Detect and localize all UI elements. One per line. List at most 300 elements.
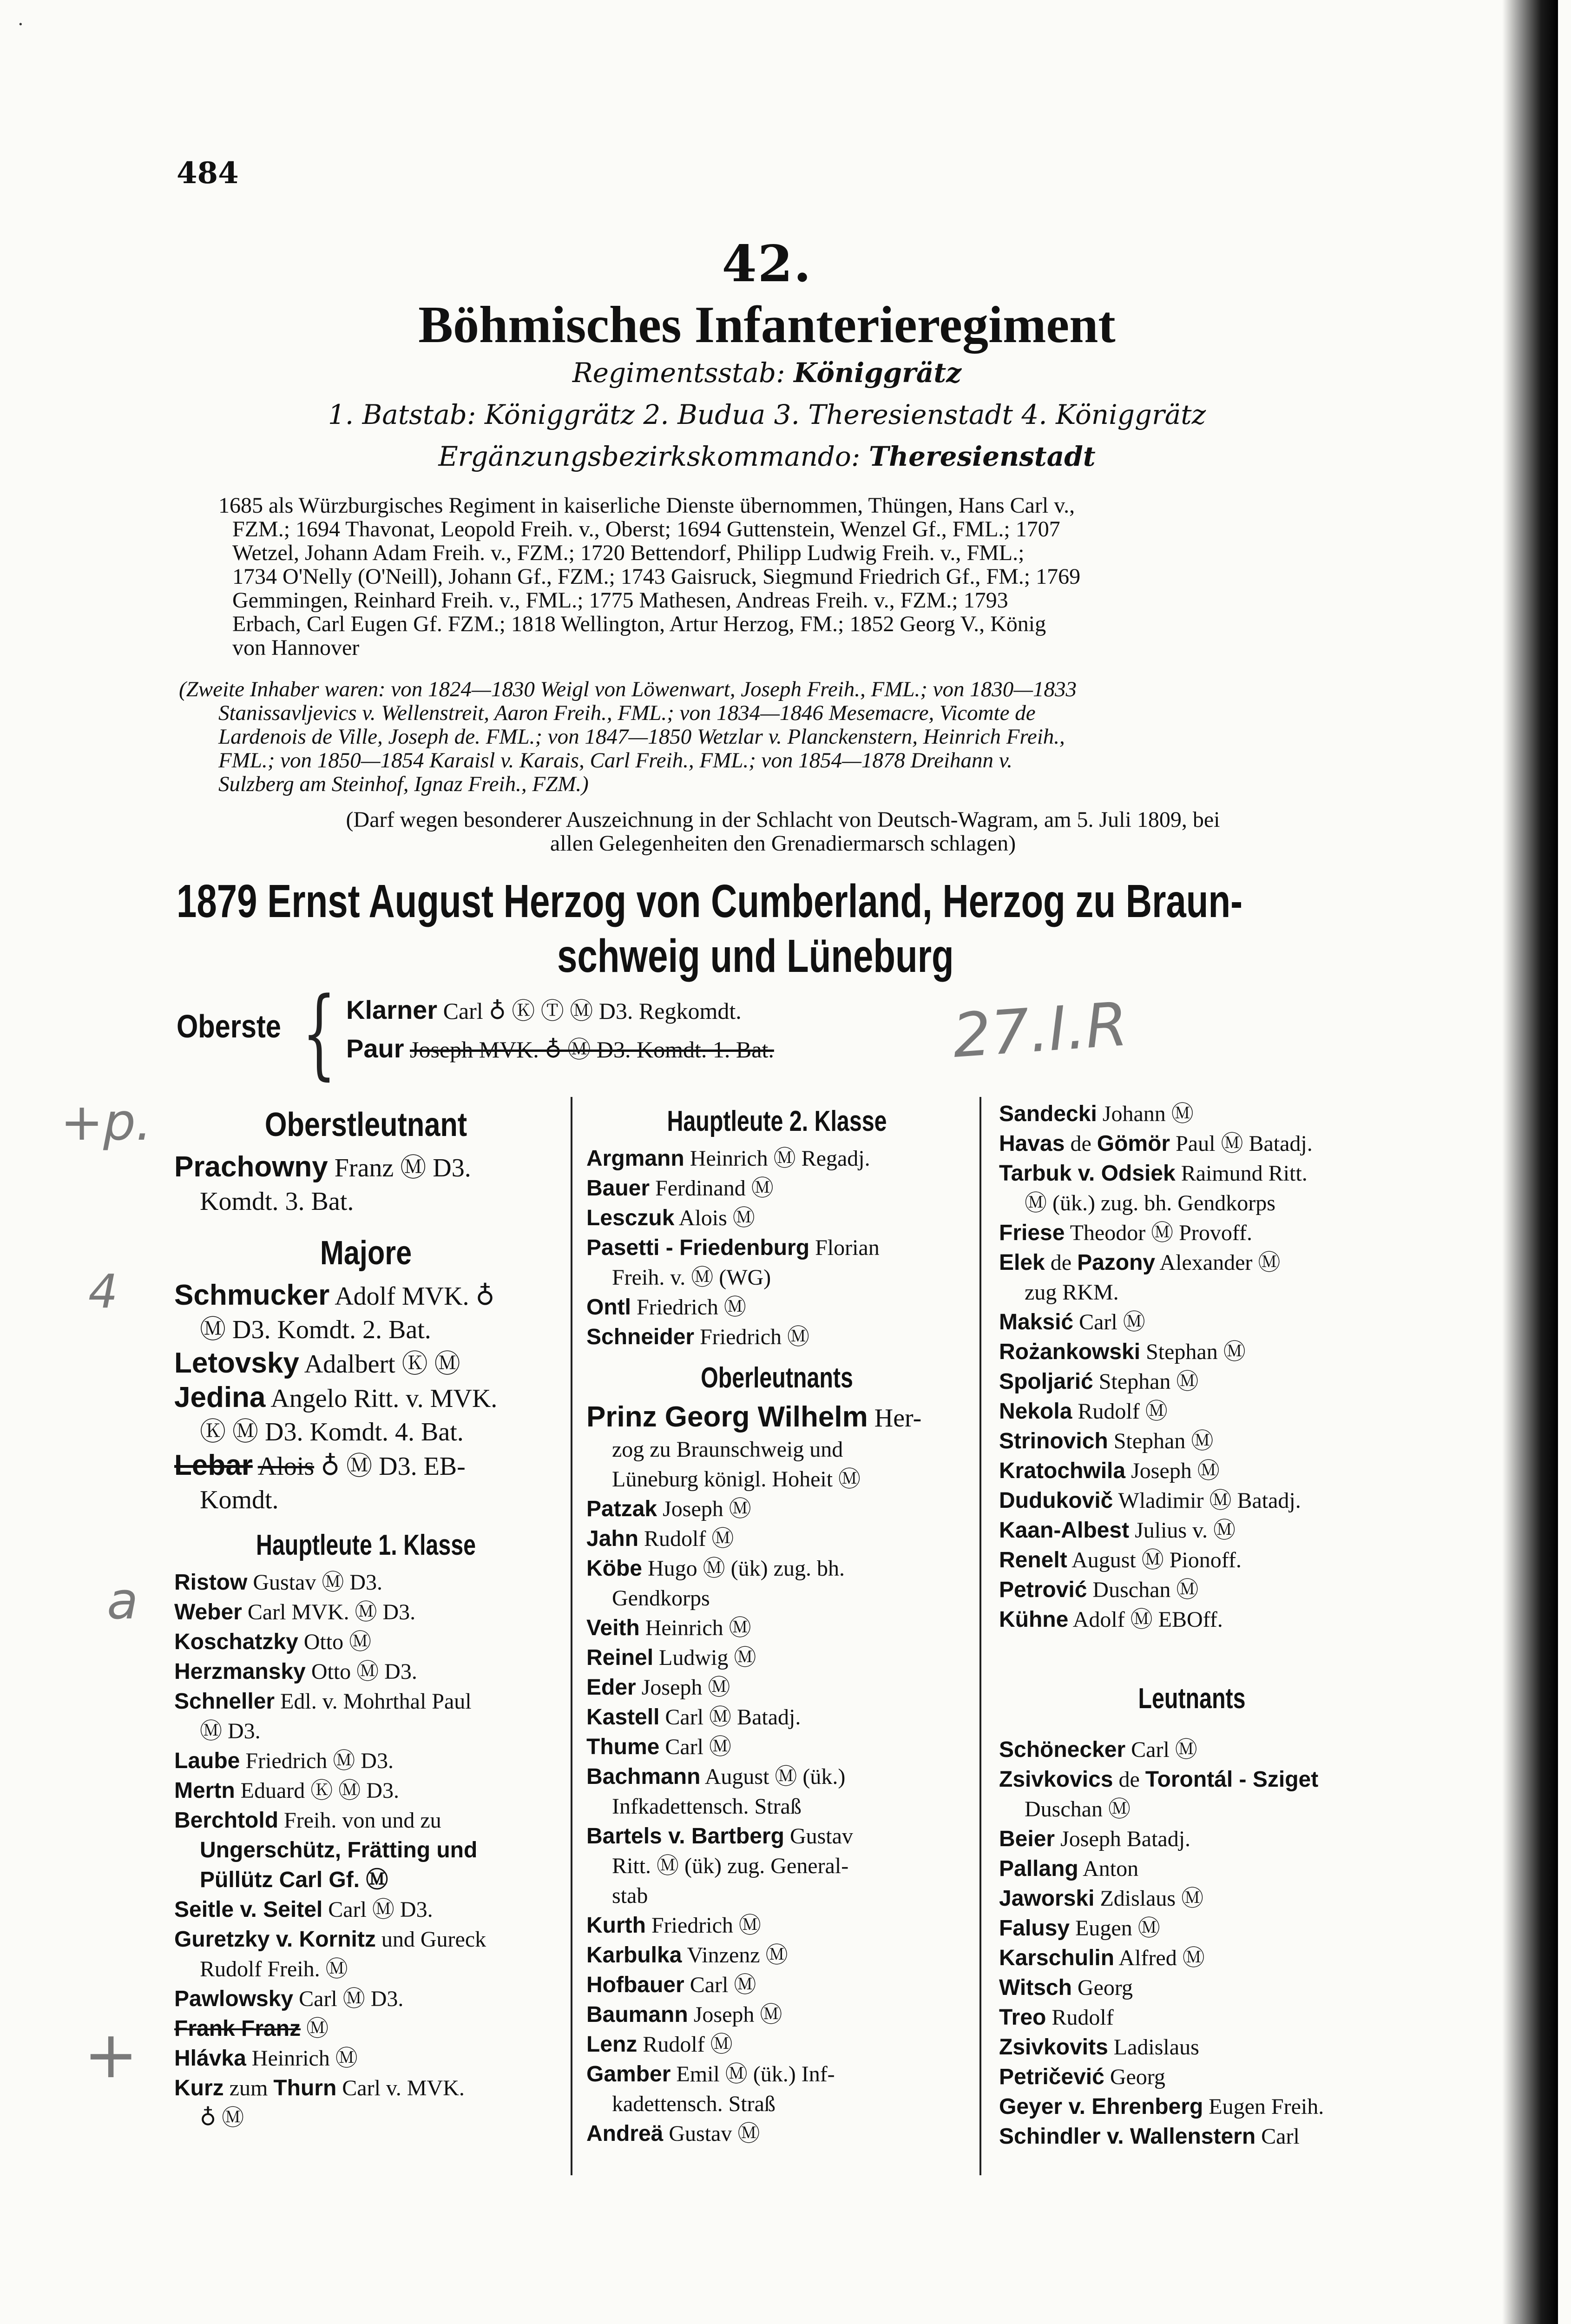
officer-details: ♁ Ⓜ D3. EB- <box>321 1452 466 1481</box>
list-item <box>999 1367 1385 1397</box>
officer-details-cont: Komdt. <box>200 1486 279 1514</box>
list-item <box>586 2030 967 2060</box>
list-item <box>174 1381 558 1449</box>
officer-name: Zsivkovics <box>999 1767 1113 1792</box>
list-item <box>586 1494 967 1524</box>
officer-details-cont: Rudolf Freih. Ⓜ <box>200 1957 348 1981</box>
list-item <box>999 2062 1385 2092</box>
list-item <box>999 1943 1385 1973</box>
ergaenzung-label: Ergänzungsbezirkskommando: <box>438 441 861 472</box>
officer-name: Geyer v. Ehrenberg <box>999 2094 1203 2119</box>
list-item <box>586 2000 967 2030</box>
officer-name: Kaan-Albest <box>999 1518 1130 1543</box>
list-item <box>999 1545 1385 1575</box>
officer-details: und Gureck <box>381 1927 486 1952</box>
officer-details: Carl v. MVK. <box>342 2076 465 2100</box>
officer-name: Petrović <box>999 1578 1087 1602</box>
officer-name: Karbulka <box>586 1943 682 1967</box>
list-item <box>586 1911 967 1941</box>
note-line: allen Gelegenheiten den Grenadiermarsch schlagen) <box>550 831 1016 856</box>
officer-name: Ontl <box>586 1295 631 1320</box>
list-item <box>174 1776 558 1806</box>
officer-details: Theodor Ⓜ Provoff. <box>1070 1221 1252 1245</box>
officer-details: Rudolf Ⓜ <box>643 2032 733 2057</box>
officer-name: Gamber <box>586 2062 671 2086</box>
officer-details: Adolf Ⓜ EBOff. <box>1072 1607 1223 1632</box>
officer-name: Reinel <box>586 1645 654 1670</box>
officer-details: Angelo Ritt. v. MVK. <box>270 1384 498 1413</box>
officer-details: Gustav Ⓜ <box>669 2121 760 2146</box>
list-item <box>174 1687 558 1746</box>
list-item <box>586 1643 967 1673</box>
officer-details-cont: ♁ Ⓜ <box>200 2106 244 2130</box>
officer-name: Hlávka <box>174 2046 246 2071</box>
officer-name: Schneider <box>586 1325 695 1349</box>
handwritten-annotation: 27.I.R <box>950 989 1130 1071</box>
history-line: 1685 als Würzburgisches Regiment in kaiserliche Dienste übernommen, Thüngen, Hans Carl v., <box>218 493 1075 518</box>
list-item-cont <box>586 1435 967 1494</box>
officer-details-cont: Ⓜ D3. <box>200 1719 261 1743</box>
officer-details: Heinrich Ⓜ <box>645 1616 751 1640</box>
officer-details: Georg <box>1110 2065 1165 2089</box>
oberste-label: Oberste <box>177 1008 281 1044</box>
officer-details: Carl Ⓜ <box>1131 1737 1197 1762</box>
officer-details-cont: Duschan Ⓜ <box>1025 1797 1131 1822</box>
officer-details-cont: Komdt. 3. Bat. <box>200 1187 354 1216</box>
handwritten-annotation: a <box>107 1571 138 1631</box>
officer-name: Falusy <box>999 1916 1070 1941</box>
officer-details: August Ⓜ Pionoff. <box>1071 1548 1242 1572</box>
officer-details: Joseph Ⓜ <box>663 1497 751 1521</box>
officer-details: Joseph Ⓜ <box>693 2002 782 2027</box>
stab-label: Regimentsstab: <box>572 357 785 389</box>
officer-details: Rudolf Ⓜ <box>1078 1399 1168 1424</box>
officer-details-cont: Püllütz Carl Gf. Ⓜ <box>200 1868 388 1892</box>
officer-name: Beier <box>999 1827 1055 1851</box>
officer-name: Spoljarić <box>999 1369 1093 1394</box>
officer-details: de <box>1118 1767 1140 1792</box>
heading-oberstleutnant: Oberstleutnant <box>264 1106 467 1143</box>
officer-name: Bauer <box>586 1176 650 1201</box>
officer-details: Joseph Ⓜ <box>1131 1459 1220 1483</box>
officer-details: Ladislaus <box>1113 2035 1199 2060</box>
history-line: 1734 O'Nelly (O'Neill), Johann Gf., FZM.; 1743 Gaisruck, Siegmund Friedrich Gf., FM.; 1769 <box>232 564 1081 589</box>
officer-details: Anton <box>1083 1856 1139 1881</box>
officer-details-cont: zug RKM. <box>1025 1280 1119 1305</box>
list-item <box>586 2119 967 2149</box>
officer-name: Maksić <box>999 1310 1074 1334</box>
list-item <box>586 1673 967 1703</box>
list-item <box>174 1895 558 1925</box>
heading-leutnants: Leutnants <box>1138 1683 1246 1715</box>
officer-details: Otto Ⓜ D3. <box>311 1659 417 1684</box>
list-item <box>174 2044 558 2073</box>
officer-name: Berchtold <box>174 1808 279 1833</box>
history-line: Gemmingen, Reinhard Freih. v., FML.; 1775 Mathesen, Andreas Freih. v., FZM.; 1793 <box>232 588 1008 613</box>
list-item <box>586 1613 967 1643</box>
second-owners-line: (Zweite Inhaber waren: von 1824—1830 Weigl von Löwenwart, Joseph Freih., FML.; von 1830—1833 <box>179 677 1077 701</box>
regiment-title: Böhmisches Infanterieregiment <box>418 296 1116 354</box>
list-item <box>999 1824 1385 1854</box>
list-item <box>586 1762 967 1822</box>
list-item <box>999 1129 1385 1159</box>
officer-details: Carl Ⓜ <box>690 1973 756 1997</box>
officer-details-cont: Gendkorps <box>612 1586 710 1611</box>
officer-details: Carl Ⓜ D3. <box>328 1897 433 1922</box>
officer-name: Bartels v. Bartberg <box>586 1824 784 1849</box>
officer-details-cont: kadettensch. Straß <box>612 2092 776 2116</box>
officer-details: Joseph Ⓜ <box>641 1675 730 1700</box>
officer-details: Adalbert Ⓚ Ⓜ <box>304 1350 460 1379</box>
officer-details: Eugen Freih. <box>1209 2094 1324 2119</box>
officer-name: Hofbauer <box>586 1973 684 1997</box>
officer-details: Heinrich Ⓜ Regadj. <box>690 1146 870 1171</box>
officer-name: Köbe <box>586 1556 642 1581</box>
officer-name: Torontál - Sziget <box>1145 1767 1319 1792</box>
officer-details: Edl. v. Mohrthal Paul <box>280 1689 472 1714</box>
list-item <box>999 1426 1385 1456</box>
officer-details: Duschan Ⓜ <box>1092 1578 1199 1602</box>
list-item <box>999 2122 1385 2152</box>
list-item <box>586 1400 967 1435</box>
oberst-name: Paur <box>346 1034 404 1063</box>
officer-name: Weber <box>174 1600 242 1624</box>
officer-name: Nekola <box>999 1399 1072 1424</box>
officer-details: Georg <box>1077 1975 1133 2000</box>
note-line: (Darf wegen besonderer Auszeichnung in der Schlacht von Deutsch-Wagram, am 5. Juli 1809, bei <box>346 807 1220 832</box>
officer-name: Schindler v. Wallenstern <box>999 2124 1256 2149</box>
second-owners-line: Sulzberg am Steinhof, Ignaz Freih., FZM.) <box>218 772 589 796</box>
list-item <box>174 2073 558 2133</box>
battalions-line: 1. Batstab: Königgrätz 2. Budua 3. Theresienstadt 4. Königgrätz <box>328 399 1206 430</box>
officer-details: Vinzenz Ⓜ <box>687 1943 788 1967</box>
officer-details-cont: Ⓜ D3. Komdt. 2. Bat. <box>200 1315 431 1344</box>
officer-name: Guretzky v. Kornitz <box>174 1927 376 1952</box>
officer-details: Alexander Ⓜ <box>1159 1250 1281 1275</box>
officer-name: Thurn <box>273 2076 337 2100</box>
officer-name: Kühne <box>999 1607 1069 1632</box>
officer-name: Lesczuk <box>586 1206 675 1230</box>
regiment-history <box>218 494 1389 660</box>
list-item <box>586 1203 967 1233</box>
officer-name: Laube <box>174 1749 240 1773</box>
brace-icon: { <box>302 976 336 1090</box>
oberst-paur <box>346 1031 774 1064</box>
officer-details: Heinrich Ⓜ <box>251 2046 358 2071</box>
second-owners-line: Stanissavljevics v. Wellenstreit, Aaron Freih., FML.; von 1834—1846 Mesemacre, Vicomte de <box>218 701 1036 725</box>
officer-details: Florian <box>815 1235 880 1260</box>
officer-name: Pawlowsky <box>174 1987 294 2011</box>
list-item <box>174 1627 558 1657</box>
officer-name: Prinz Georg Wilhelm <box>586 1401 868 1433</box>
officer-details-cont: zog zu Braunschweig und <box>612 1437 843 1462</box>
grenadier-note <box>179 808 1387 855</box>
officer-details-cont: Ungerschütz, Frätting und <box>200 1838 478 1862</box>
officer-name: Pallang <box>999 1856 1078 1881</box>
list-item <box>174 1568 558 1598</box>
officer-name: Kratochwila <box>999 1459 1126 1483</box>
officer-details: de <box>1070 1131 1091 1156</box>
list-item <box>999 1159 1385 1218</box>
regimentsstab-line <box>0 357 1571 389</box>
heading-hauptleute-2: Hauptleute 2. Klasse <box>667 1105 887 1137</box>
officer-details: Her- <box>874 1404 922 1433</box>
officer-details: Otto Ⓜ <box>303 1630 372 1654</box>
list-item <box>586 1144 967 1174</box>
officer-name: Treo <box>999 2005 1046 2030</box>
officer-name: Lebar <box>174 1449 253 1481</box>
list-item <box>586 1524 967 1554</box>
officer-name-struck: Frank Franz <box>174 2016 301 2041</box>
officer-details: Ⓜ <box>306 2016 329 2041</box>
list-item <box>174 1984 558 2014</box>
second-owners <box>179 678 1387 796</box>
regiment-number: 42. <box>722 235 812 293</box>
officer-name: Baumann <box>586 2002 688 2027</box>
spacer <box>999 1721 1385 1735</box>
column-divider <box>571 1097 572 2175</box>
list-item <box>586 1822 967 1911</box>
history-line: Wetzel, Johann Adam Freih. v., FZM.; 1720 Bettendorf, Philipp Ludwig Freih. v., FML.; <box>232 541 1025 565</box>
officer-details: Friedrich Ⓜ <box>700 1325 810 1349</box>
officer-details: Gustav Ⓜ D3. <box>253 1570 382 1595</box>
heading-hauptleute-1: Hauptleute 1. Klasse <box>256 1529 476 1561</box>
officer-details-struck: Alois <box>257 1452 315 1481</box>
officer-name: Prachowny <box>174 1151 328 1183</box>
heading-majore: Majore <box>320 1235 412 1272</box>
list-item <box>999 1218 1385 1248</box>
list-item <box>586 1174 967 1203</box>
officer-name: Sandecki <box>999 1102 1097 1126</box>
officer-details: Friedrich Ⓜ <box>636 1295 746 1320</box>
officer-name: Havas <box>999 1131 1065 1156</box>
list-item <box>586 1554 967 1613</box>
list-item <box>999 2092 1385 2122</box>
ergaenzung-line <box>0 441 1571 472</box>
list-item <box>999 1397 1385 1426</box>
officer-details: Adolf MVK. ♁ <box>335 1282 495 1311</box>
officer-details: Joseph Batadj. <box>1060 1827 1191 1851</box>
officer-name: Pasetti - Friedenburg <box>586 1235 810 1260</box>
second-owners-line: Lardenois de Ville, Joseph de. FML.; von 1847—1850 Wetzlar v. Planckenstern, Heinrich Freih., <box>218 725 1065 749</box>
officer-details: Stephan Ⓜ <box>1113 1429 1214 1453</box>
officer-details: Julius v. Ⓜ <box>1135 1518 1236 1543</box>
owner-line-2: schweig und Lüneburg <box>557 930 954 982</box>
officer-name: Mertn <box>174 1778 235 1803</box>
officer-details: August Ⓜ (ük.) <box>704 1764 846 1789</box>
history-line: von Hannover <box>232 635 360 660</box>
column-1 <box>174 1099 558 2133</box>
officer-name: Schmucker <box>174 1279 330 1311</box>
officer-details: Wladimir Ⓜ Batadj. <box>1118 1488 1301 1513</box>
list-item <box>999 1765 1385 1824</box>
list-item <box>999 1605 1385 1635</box>
officer-name: Zsivkovits <box>999 2035 1108 2060</box>
list-item <box>174 1150 558 1218</box>
list-item <box>999 1735 1385 1765</box>
oberst-details-struck: Joseph MVK. ♁ Ⓜ D3. Komdt. 1. Bat. <box>410 1037 774 1063</box>
column-divider <box>979 1097 981 2175</box>
handwritten-annotation: 4 <box>88 1264 118 1319</box>
officer-name: Koschatzky <box>174 1630 298 1654</box>
officer-details: Friedrich Ⓜ D3. <box>245 1749 394 1773</box>
officer-details-cont: Lüneburg königl. Hoheit Ⓜ <box>612 1467 861 1492</box>
list-item <box>999 1456 1385 1486</box>
officer-details: Eugen Ⓜ <box>1075 1916 1160 1941</box>
history-line: Erbach, Carl Eugen Gf. FZM.; 1818 Wellington, Artur Herzog, FM.; 1852 Georg V., König <box>232 612 1046 636</box>
history-line: FZM.; 1694 Thavonat, Leopold Freih. v., Oberst; 1694 Guttenstein, Wenzel Gf., FML.; 1707 <box>232 517 1060 541</box>
officer-name: Tarbuk v. Odsiek <box>999 1161 1176 1186</box>
officer-details: Stephan Ⓜ <box>1098 1369 1199 1394</box>
oberst-details: Carl ♁ Ⓚ Ⓣ Ⓜ D3. Regkomdt. <box>443 998 742 1024</box>
list-item <box>174 1449 558 1517</box>
list-item <box>586 1703 967 1732</box>
list-item <box>999 2033 1385 2062</box>
list-item <box>586 1293 967 1322</box>
officer-name: Ristow <box>174 1570 248 1595</box>
officer-name: Kastell <box>586 1705 660 1730</box>
list-item <box>999 1914 1385 1943</box>
corner-mark: · <box>18 14 24 35</box>
second-owners-line: FML.; von 1850—1854 Karaisl v. Karais, Carl Freih., FML.; von 1854—1878 Dreihann v. <box>218 748 1012 772</box>
officer-details: Carl MVK. Ⓜ D3. <box>247 1600 416 1624</box>
officer-name: Witsch <box>999 1975 1072 2000</box>
column-2 <box>586 1099 967 2149</box>
list-item <box>999 1099 1385 1129</box>
ergaenzung-value: Theresienstadt <box>868 441 1096 472</box>
oberst-name: Klarner <box>346 995 438 1024</box>
list-item <box>586 2060 967 2119</box>
officer-name: Andreä <box>586 2121 664 2146</box>
list-item <box>586 1941 967 1970</box>
officer-details: Friedrich Ⓜ <box>651 1913 761 1938</box>
officer-details: de <box>1050 1250 1072 1275</box>
list-item <box>999 1337 1385 1367</box>
list-item <box>586 1322 967 1352</box>
list-item <box>999 1516 1385 1545</box>
officer-details: Freih. von und zu <box>284 1808 441 1833</box>
officer-name: Eder <box>586 1675 636 1700</box>
officer-details: Hugo Ⓜ (ük) zug. bh. <box>648 1556 845 1581</box>
handwritten-annotation: + <box>84 2017 138 2093</box>
officer-details-cont: Ritt. Ⓜ (ük) zug. General- <box>612 1854 849 1878</box>
oberst-klarner <box>346 992 742 1026</box>
list-item <box>174 1598 558 1627</box>
officer-details-cont: Ⓚ Ⓜ D3. Komdt. 4. Bat. <box>200 1418 464 1446</box>
officer-name: Patzak <box>586 1497 657 1521</box>
officer-name: Bachmann <box>586 1764 701 1789</box>
list-item <box>174 2014 558 2044</box>
officer-details: Carl Ⓜ <box>665 1735 731 1759</box>
officer-name: Kurz <box>174 2076 224 2100</box>
officer-details-cont: Infkadettensch. Straß <box>612 1794 802 1819</box>
list-item <box>999 2003 1385 2033</box>
heading-oberleutnants: Oberleutnants <box>701 1362 853 1394</box>
officer-details-cont: Freih. v. Ⓜ (WG) <box>612 1265 771 1290</box>
officer-name: Friese <box>999 1221 1065 1245</box>
officer-details: Carl Ⓜ <box>1079 1310 1145 1334</box>
officer-name: Letovsky <box>174 1347 299 1379</box>
owner-line-1: 1879 Ernst August Herzog von Cumberland, Herzog zu Braun- <box>177 875 1243 927</box>
officer-name: Seitle v. Seitel <box>174 1897 323 1922</box>
list-item <box>586 1233 967 1293</box>
officer-name: Jaworski <box>999 1886 1095 1911</box>
handwritten-annotation: +p. <box>60 1092 152 1152</box>
list-item <box>174 1657 558 1687</box>
regiment-owner <box>177 874 1243 984</box>
officer-details: Alois Ⓜ <box>678 1206 755 1230</box>
officer-details: Rudolf <box>1052 2005 1114 2030</box>
officer-name: Schönecker <box>999 1737 1126 1762</box>
list-item <box>174 1746 558 1776</box>
officer-details: Paul Ⓜ Batadj. <box>1176 1131 1313 1156</box>
officer-details: Eduard Ⓚ Ⓜ D3. <box>240 1778 399 1803</box>
list-item <box>999 1884 1385 1914</box>
stab-value: Königgrätz <box>794 357 962 389</box>
officer-name: Herzmansky <box>174 1659 306 1684</box>
list-item <box>174 1347 558 1381</box>
officer-details: Johann Ⓜ <box>1102 1102 1194 1126</box>
officer-details: zum <box>229 2076 268 2100</box>
officer-name: Gömör <box>1097 1131 1170 1156</box>
officer-details-cont: stab <box>612 1883 648 1908</box>
officer-details: Gustav <box>789 1824 853 1849</box>
officer-details: Carl <box>1261 2124 1300 2149</box>
officer-details: Ferdinand Ⓜ <box>655 1176 774 1201</box>
officer-name: Veith <box>586 1616 640 1640</box>
officer-details: Stephan Ⓜ <box>1146 1340 1246 1364</box>
officer-name: Dudukovič <box>999 1488 1113 1513</box>
officer-name: Jedina <box>174 1381 266 1413</box>
officer-name: Kurth <box>586 1913 646 1938</box>
list-item <box>586 1970 967 2000</box>
officer-name: Jahn <box>586 1526 639 1551</box>
officer-details: Ludwig Ⓜ <box>659 1645 756 1670</box>
column-3 <box>999 1099 1385 2152</box>
officer-details: Zdislaus Ⓜ <box>1100 1886 1204 1911</box>
list-item <box>174 1279 558 1347</box>
officer-details: Emil Ⓜ (ük.) Inf- <box>676 2062 835 2086</box>
officer-details: Raimund Ritt. <box>1181 1161 1308 1186</box>
officer-name: Strinovich <box>999 1429 1108 1453</box>
list-item <box>586 1732 967 1762</box>
page-number: 484 <box>177 156 239 191</box>
officer-name: Petričević <box>999 2065 1104 2089</box>
officer-name: Karschulin <box>999 1946 1115 1970</box>
officer-name: Renelt <box>999 1548 1067 1572</box>
list-item <box>999 1854 1385 1884</box>
list-item <box>174 1806 558 1895</box>
officer-name: Elek <box>999 1250 1045 1275</box>
officer-name: Thume <box>586 1735 660 1759</box>
list-item <box>174 1925 558 1984</box>
list-item <box>999 1575 1385 1605</box>
list-item <box>999 1486 1385 1516</box>
officer-details: Carl Ⓜ Batadj. <box>665 1705 801 1730</box>
list-item <box>999 1973 1385 2003</box>
officer-name: Pazony <box>1077 1250 1156 1275</box>
officer-name: Schneller <box>174 1689 275 1714</box>
list-item <box>999 1248 1385 1307</box>
officer-name: Lenz <box>586 2032 638 2057</box>
officer-details: Alfred Ⓜ <box>1118 1946 1205 1970</box>
officer-name: Rożankowski <box>999 1340 1141 1364</box>
officer-name: Argmann <box>586 1146 684 1171</box>
list-item <box>999 1307 1385 1337</box>
officer-details: Franz Ⓜ D3. <box>334 1154 471 1182</box>
officer-details-cont: Ⓜ (ük.) zug. bh. Gendkorps <box>1025 1191 1275 1215</box>
officer-details: Rudolf Ⓜ <box>644 1526 734 1551</box>
